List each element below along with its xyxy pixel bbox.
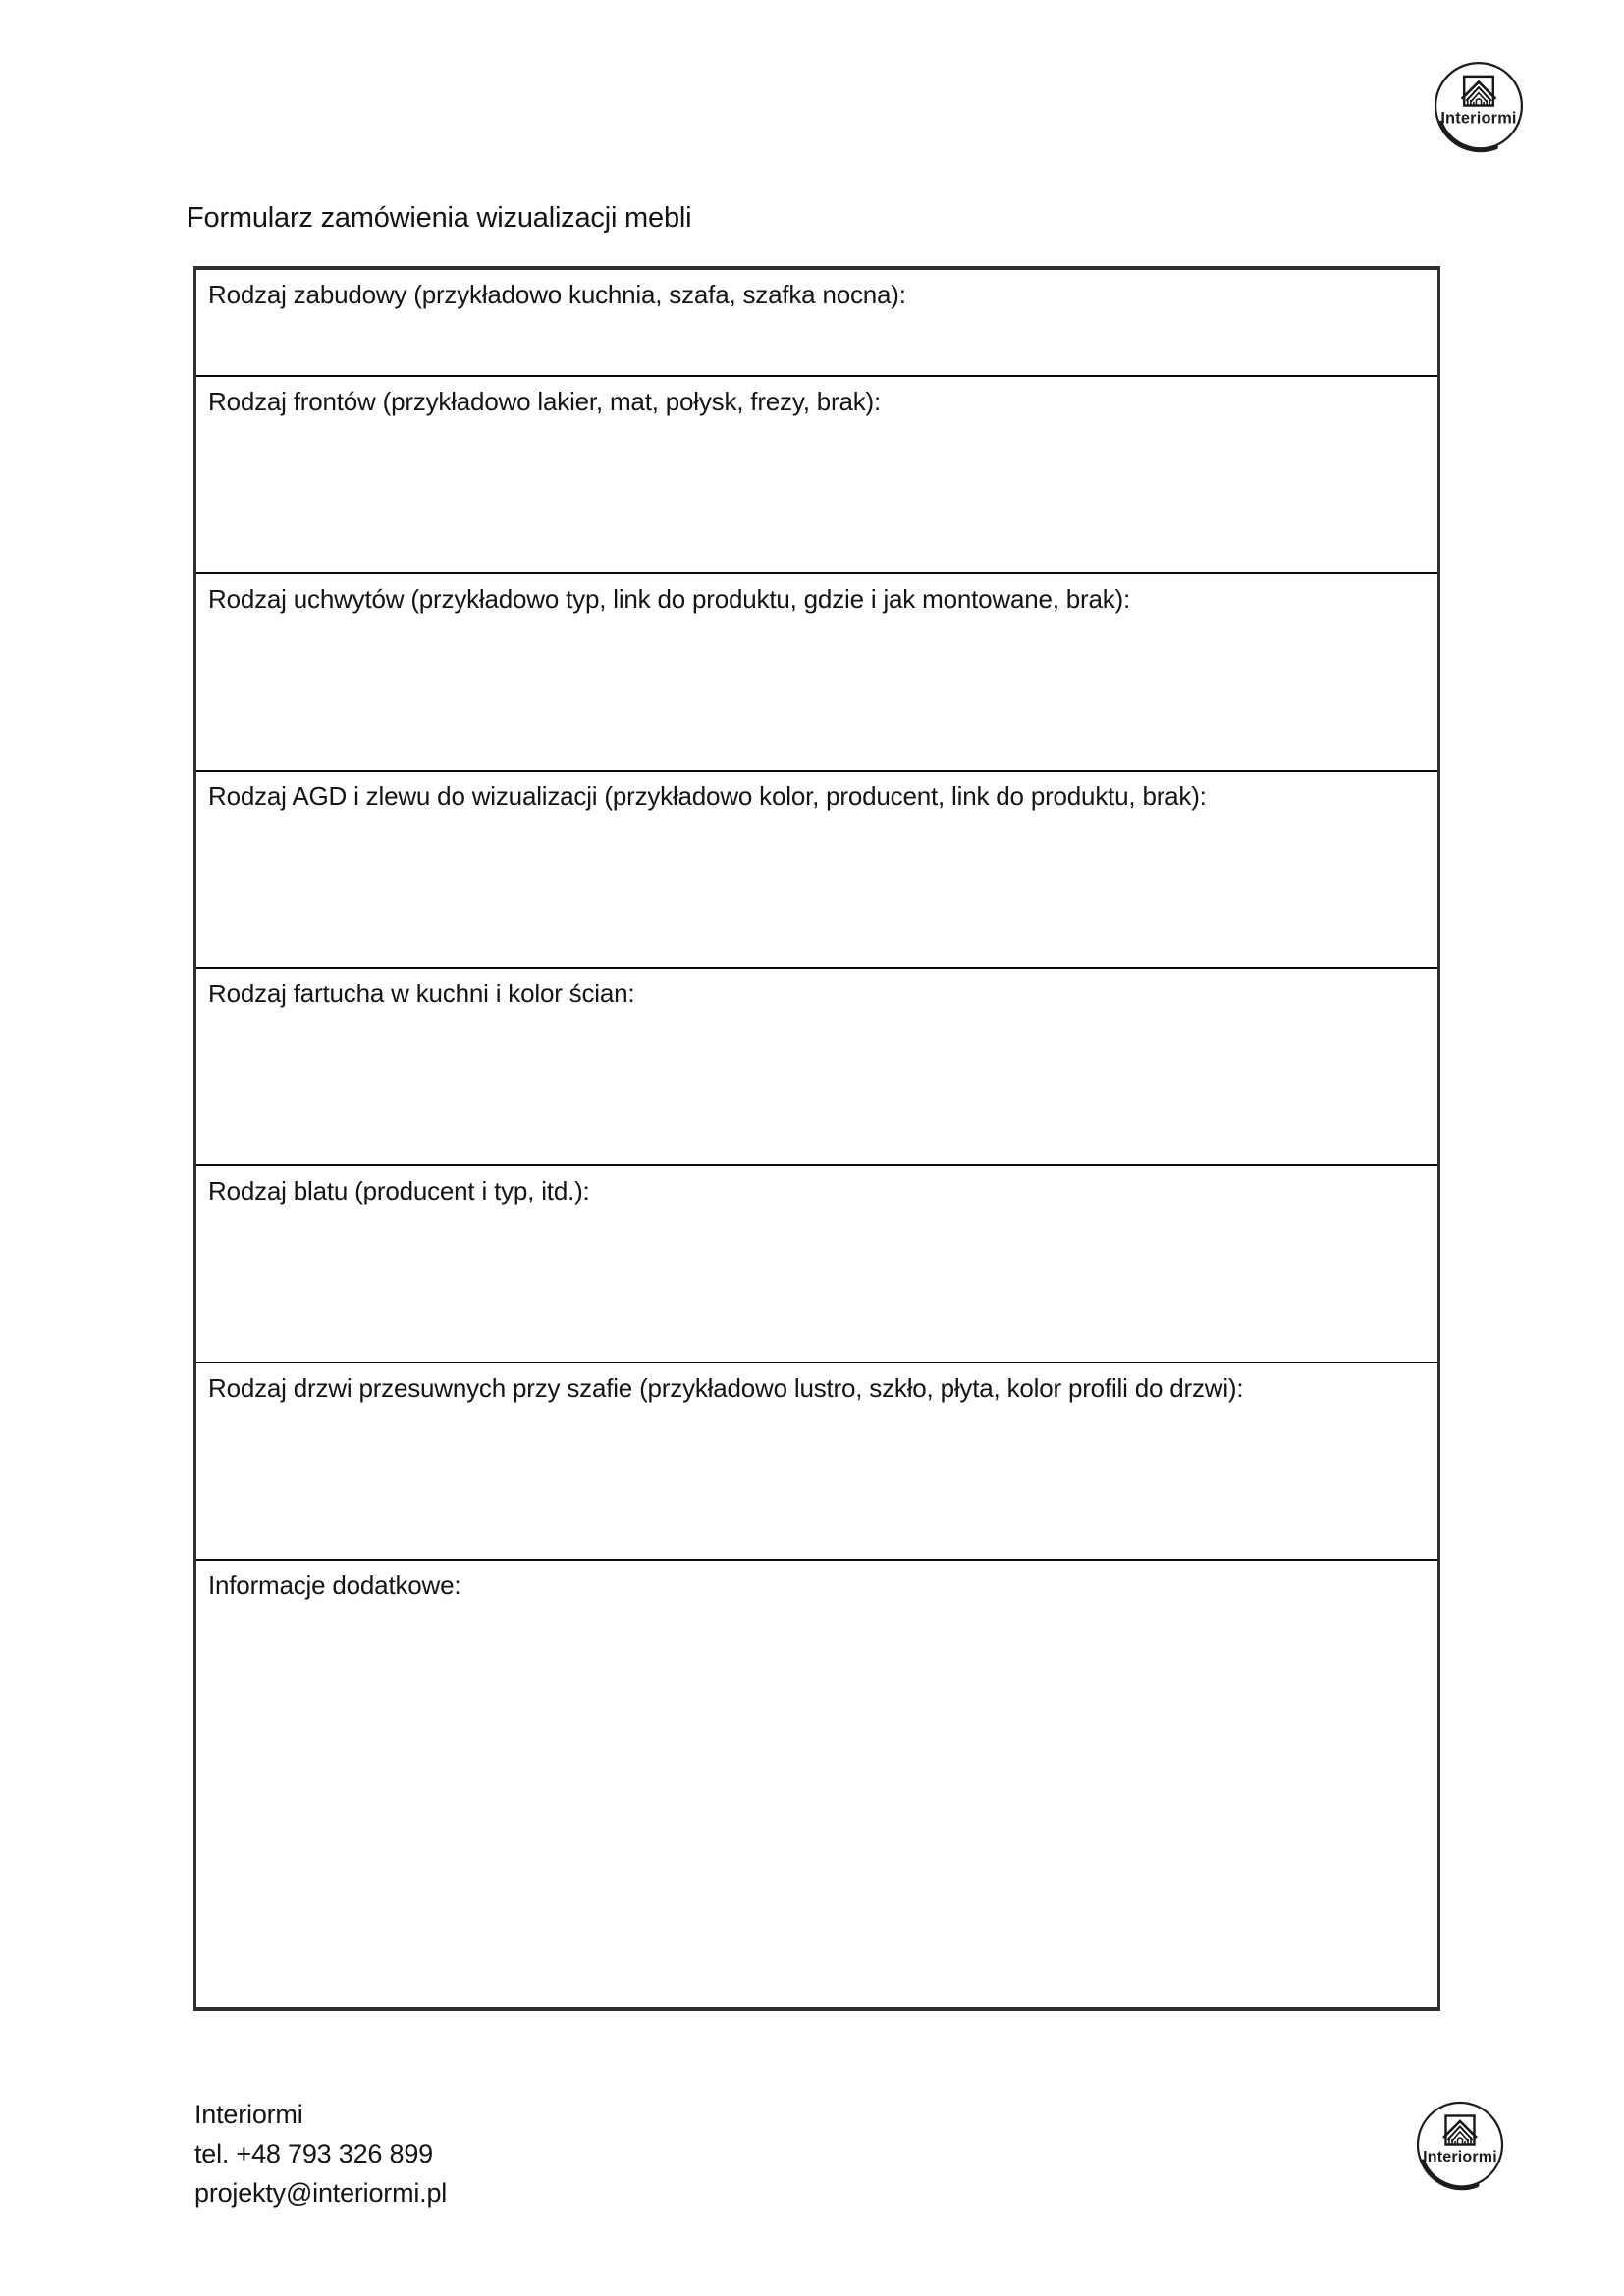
form-row-rodzaj-zabudowy: [196, 270, 1437, 375]
interiormi-logo-graphic: [1432, 59, 1526, 153]
logo-brand-text: Interiormi: [1440, 109, 1517, 128]
form-row-rodzaj-fartucha: [196, 967, 1437, 1164]
page-title: Formularz zamówienia wizualizacji mebli: [187, 202, 692, 234]
row-label: Rodzaj fartucha w kuchni i kolor ścian:: [208, 979, 635, 1008]
footer-phone: tel. +48 793 326 899: [194, 2139, 433, 2168]
form-row-rodzaj-drzwi-przesuwnych: [196, 1362, 1437, 1559]
form-row-rodzaj-frontow: [196, 375, 1437, 572]
row-label: Rodzaj frontów (przykładowo lakier, mat, połysk, frezy, brak):: [208, 387, 882, 416]
form-row-rodzaj-blatu: [196, 1164, 1437, 1362]
logo-brand-text: Interiormi: [1423, 2149, 1497, 2165]
form-row-informacje-dodatkowe: [196, 1559, 1437, 2007]
footer-company-name: Interiormi: [194, 2100, 303, 2129]
interiormi-logo-bottom: [1414, 2099, 1506, 2191]
order-form-table: [193, 266, 1440, 2011]
row-label: Rodzaj blatu (producent i typ, itd.):: [208, 1176, 590, 1205]
row-label: Rodzaj zabudowy (przykładowo kuchnia, szafa, szafka nocna):: [208, 280, 906, 309]
row-label: Rodzaj AGD i zlewu do wizualizacji (przykładowo kolor, producent, link do produktu, brak):: [208, 781, 1207, 811]
footer-contact: [194, 2095, 447, 2213]
footer-email: projekty@interiormi.pl: [194, 2178, 448, 2208]
form-row-rodzaj-uchwytow: [196, 572, 1437, 770]
row-label: Rodzaj drzwi przesuwnych przy szafie (przykładowo lustro, szkło, płyta, kolor profili do drzwi):: [208, 1373, 1244, 1403]
row-label: Informacje dodatkowe:: [208, 1571, 461, 1600]
interiormi-logo-top: [1432, 59, 1526, 153]
row-label: Rodzaj uchwytów (przykładowo typ, link do produktu, gdzie i jak montowane, brak):: [208, 584, 1131, 614]
interiormi-logo-graphic: [1414, 2099, 1506, 2191]
form-row-rodzaj-agd-zlewu: [196, 770, 1437, 967]
